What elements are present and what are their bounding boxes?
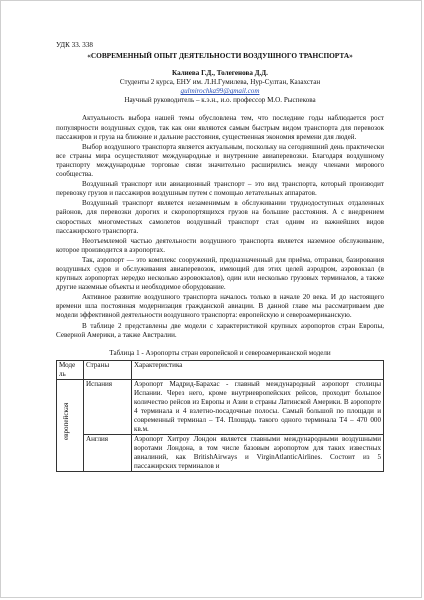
description-cell: Аэропорт Хитроу Лондон является главными международными воздушными воротами Лондона, в том числе базовым аэропортом для таких известных авиалиний, как BritishAirways и VirginAtlanticAirlines. Состоит из 5 пассажирских терминалов и xyxy=(132,434,384,471)
authors: Калиева Г.Д., Толегенова Д.Д. xyxy=(172,69,268,78)
table-row xyxy=(57,434,384,471)
header-characteristic: Характеристика xyxy=(132,360,384,379)
supervisor: Научный руководитель – к.э.н., и.о. профессор М.О. Рыспекова xyxy=(124,96,316,105)
email-link[interactable]: gulmirochka99@gmail.com xyxy=(180,87,260,96)
paragraph: Воздушный транспорт или авиационный транспорт – это вид транспорта, который производит перевозку грузов и пассажиров воздушным путем с помощью летательных аппаратов. xyxy=(56,180,384,198)
udk-code: УДК 33. 338 xyxy=(56,41,93,49)
model-label: европейская xyxy=(62,402,70,440)
country-cell: Испания xyxy=(84,379,132,434)
paragraph: Так, аэропорт — это комплекс сооружений, предназначенный для приёма, отправки, базирования воздушных судов и обслуживания авиаперевозок, имеющий для этих целей аэродром, аэровокзал (в крупных аэропортах нередко несколько аэровокзалов), один или несколько грузовых терминалов, а также другие наземные объекты и необходимое оборудование. xyxy=(56,255,384,292)
paragraph: В таблице 2 представлены две модели с характеристикой крупных аэропортов стран Европы, Северной Америки, а также Австралии. xyxy=(56,321,384,339)
paragraph: Активное развитие воздушного транспорта началось только в начале 20 века. И до настоящего времени шла постоянная модернизация гражданской авиации. В данной главе мы рассматриваем две модели эффективной деятельности воздушного транспорта: европейскую и североамериканскую. xyxy=(56,293,384,320)
table-header-row xyxy=(57,360,384,379)
model-cell xyxy=(57,379,84,471)
affiliation: Студенты 2 курса, ЕНУ им. Л.Н.Гумилева, Нур-Султан, Казахстан xyxy=(119,78,321,87)
airports-table xyxy=(56,360,384,472)
article-title: «СОВРЕМЕННЫЙ ОПЫТ ДЕЯТЕЛЬНОСТИ ВОЗДУШНОГО ТРАНСПОРТА» xyxy=(87,51,353,61)
paragraph: Актуальность выбора нашей темы обусловлена тем, что последние годы наблюдается рост популярности воздушных судов, так как они являются самым быстрым видом транспорта для перевозок пассажиров и груза на ближние и дальние расстояния, существенная экономия времени для людей. xyxy=(56,114,384,141)
header-model: Моде ль xyxy=(57,360,84,379)
country-cell: Англия xyxy=(84,434,132,471)
paragraph: Воздушный транспорт является незаменимым в обслуживании труднодоступных отдаленных районов, для перевозки дорогих и скоропортящихся грузов на большие расстояния. А с внедрением скоростных многоместных самолетов воздушный транспорт стал одним из важнейших видов пассажирского транспорта. xyxy=(56,199,384,235)
paragraph: Неотъемлемой частью деятельности воздушного транспорта является наземное обслуживание, которое производится в аэропортах. xyxy=(56,236,384,254)
table-caption: Таблица 1 - Аэропорты стран европейской и североамериканской модели xyxy=(109,348,331,357)
paragraph: Выбор воздушного транспорта является актуальным, поскольку на сегодняшний день практически все страны мира осуществляют международные и внутренние авиаперевозки. Благодаря воздушному транспорту международные торговые связи значительно расширились между членами мирового сообщества. xyxy=(56,142,384,179)
header-country: Страны xyxy=(84,360,132,379)
article-body xyxy=(56,41,384,472)
table-row xyxy=(57,379,384,434)
description-cell: Аэропорт Мадрид-Барахас - главный международный аэропорт столицы Испании. Через него, кроме внутриевропейских рейсов, проходит большое количество рейсов из Европы и Азии в страны Латинской Америки. В аэропорте 4 терминала и 4 взлетно-посадочные полосы. Самый большой по площади и современный терминал – Т4. Площадь такого одного терминала Т4 – 470 000 кв.м. xyxy=(132,379,384,434)
